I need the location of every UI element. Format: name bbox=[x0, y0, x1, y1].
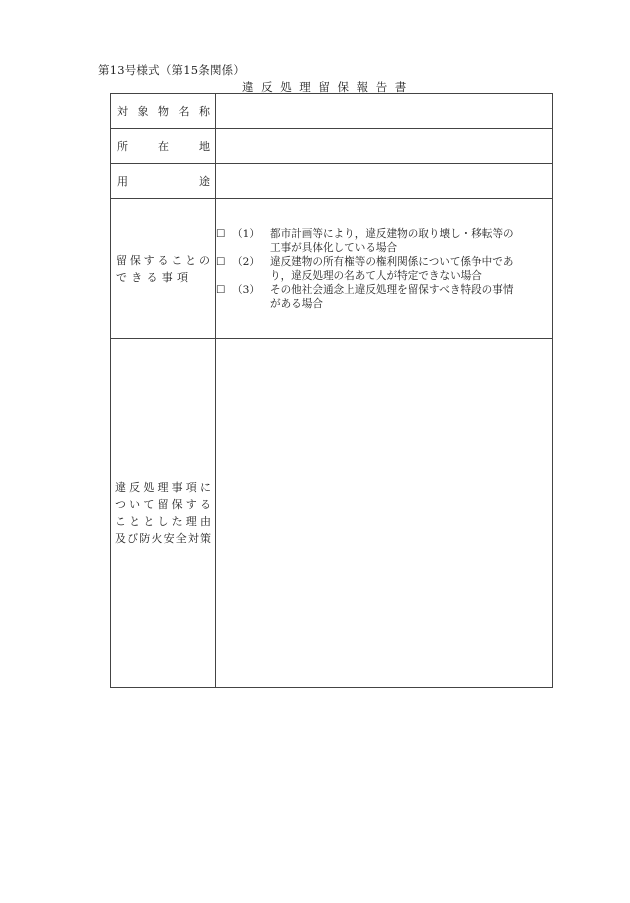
report-form-table bbox=[110, 93, 553, 688]
checkbox-item-2[interactable]: ☐ bbox=[216, 255, 226, 268]
row-subject-name bbox=[111, 94, 553, 129]
document-title: 違反処理留保報告書 bbox=[242, 80, 414, 94]
item-text: 都市計画等により，違反建物の取り壊し・移転等の bbox=[270, 227, 514, 240]
label-reservable-matters bbox=[111, 199, 216, 339]
label-text-reserve-line1: 留 保 す る こ と の bbox=[116, 253, 210, 267]
item-text-cont: り，違反処理の名あて人が特定できない場合 bbox=[270, 269, 482, 282]
label-text-reason-line: つ い て 留 保 す る bbox=[115, 498, 211, 511]
label-text-reason-line: 及 び 防 火 安 全 対 策 bbox=[115, 532, 211, 545]
label-text-reason-line: 違 反 処 理 事 項 に bbox=[115, 481, 211, 494]
label-text-reserve-line2: で き る 事 項 bbox=[116, 270, 188, 284]
row-location bbox=[111, 129, 553, 164]
label-text-reason bbox=[111, 479, 215, 547]
checkbox-item-1[interactable]: ☐ bbox=[216, 227, 226, 240]
label-text-reason-line: こ と と し た 理 由 bbox=[115, 515, 211, 528]
label-usage bbox=[111, 164, 216, 199]
row-reservable-matters bbox=[111, 199, 553, 339]
label-subject-name bbox=[111, 94, 216, 129]
item-number: （1） bbox=[232, 227, 260, 240]
reserve-item-2 bbox=[216, 255, 552, 283]
label-text-subject-name: 対 象 物 名 称 bbox=[117, 105, 210, 118]
field-location[interactable] bbox=[216, 129, 553, 164]
label-text-usage: 用 途 bbox=[117, 175, 210, 188]
item-text-cont: 工事が具体化している場合 bbox=[270, 241, 398, 254]
label-reason-and-measures bbox=[111, 339, 216, 688]
item-text: 違反建物の所有権等の権利関係について係争中であ bbox=[270, 255, 514, 268]
form-number: 第13号様式（第15条関係） bbox=[98, 63, 246, 77]
field-reason-and-measures[interactable] bbox=[216, 339, 553, 688]
reserve-item-1 bbox=[216, 227, 552, 255]
reserve-item-3 bbox=[216, 283, 552, 311]
label-text-location: 所 在 地 bbox=[117, 140, 210, 153]
field-usage[interactable] bbox=[216, 164, 553, 199]
item-text-cont: がある場合 bbox=[270, 297, 323, 310]
row-reason-and-measures bbox=[111, 339, 553, 688]
item-text: その他社会通念上違反処理を留保すべき特段の事情 bbox=[270, 283, 514, 296]
row-usage bbox=[111, 164, 553, 199]
label-location bbox=[111, 129, 216, 164]
reservable-matters-list bbox=[216, 199, 553, 339]
item-number: （2） bbox=[232, 255, 260, 268]
checkbox-item-3[interactable]: ☐ bbox=[216, 283, 226, 296]
field-subject-name[interactable] bbox=[216, 94, 553, 129]
item-number: （3） bbox=[232, 283, 260, 296]
